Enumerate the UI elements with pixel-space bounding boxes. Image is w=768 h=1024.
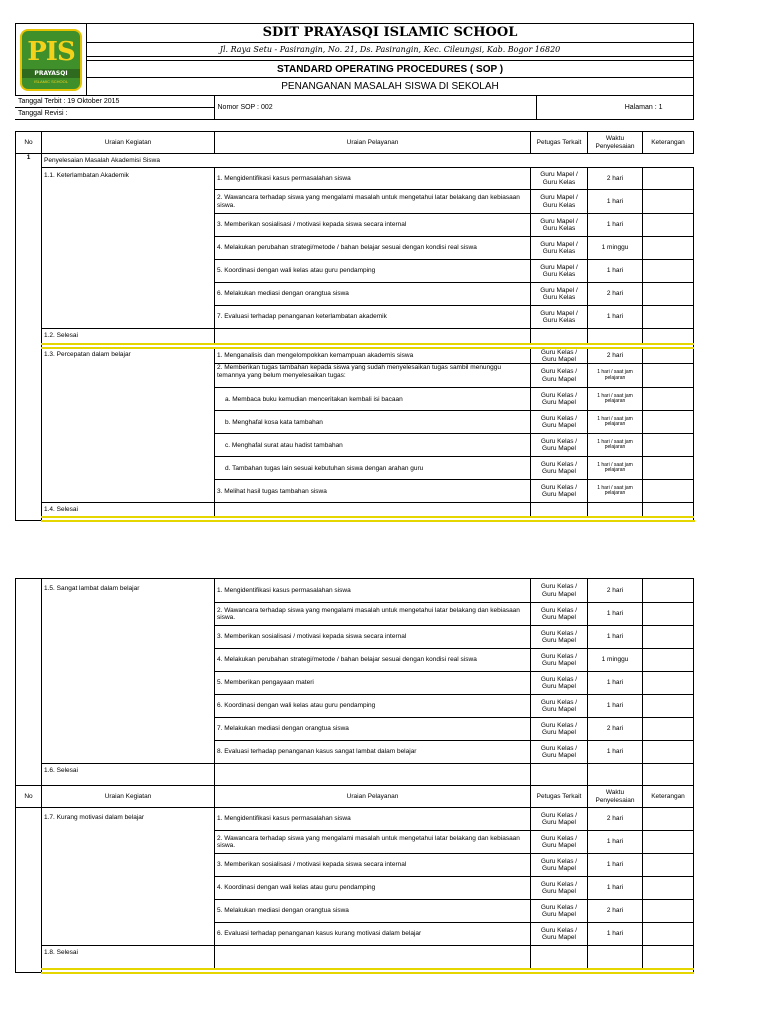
petugas-cell: Guru Kelas / Guru Mapel xyxy=(531,741,588,764)
pelayanan-cell: 2. Memberikan tugas tambahan kepada siswa yang sudah menyelesaikan tugas sambil menunggu temannya yang belum menyelesaikan tugas: xyxy=(215,364,531,388)
empty-cell xyxy=(588,946,643,969)
sop-table-2 xyxy=(15,578,694,974)
waktu-cell: 1 hari xyxy=(588,214,643,237)
school-address: Jl. Raya Setu - Pasirangin, No. 21, Ds. Pasirangin, Kec. Cileungsi, Kab. Bogor 16820 xyxy=(87,42,694,56)
petugas-cell: Guru Mapel / Guru Kelas xyxy=(531,190,588,214)
empty-cell xyxy=(643,946,694,969)
waktu-cell: 1 hari / saat jam pelajaran xyxy=(588,480,643,503)
section-divider xyxy=(16,517,694,521)
pelayanan-cell: 2. Wawancara terhadap siswa yang mengalami masalah untuk mengetahui latar belakang dan kebiasaan siswa. xyxy=(215,603,531,626)
keterangan-cell xyxy=(643,649,694,672)
pelayanan-cell: 6. Melakukan mediasi dengan orangtua siswa xyxy=(215,283,531,306)
pelayanan-cell: 2. Wawancara terhadap siswa yang mengalami masalah untuk mengetahui latar belakang dan kebiasaan siswa. xyxy=(215,190,531,214)
pelayanan-cell: 3. Memberikan sosialisasi / motivasi kepada siswa secara internal xyxy=(215,626,531,649)
section-row xyxy=(16,154,694,168)
keterangan-cell xyxy=(643,718,694,741)
nomor-sop: Nomor SOP : 002 xyxy=(214,96,536,120)
keterangan-cell xyxy=(643,626,694,649)
keterangan-cell xyxy=(643,364,694,388)
waktu-cell: 1 hari xyxy=(588,854,643,877)
table-row xyxy=(16,808,694,831)
petugas-cell: Guru Kelas / Guru Mapel xyxy=(531,579,588,603)
keterangan-cell xyxy=(643,672,694,695)
col-no: No xyxy=(16,132,42,154)
pelayanan-cell: 1. Mengidentifikasi kasus permasalahan siswa xyxy=(215,808,531,831)
petugas-cell: Guru Kelas / Guru Mapel xyxy=(531,900,588,923)
petugas-cell: Guru Kelas / Guru Mapel xyxy=(531,348,588,364)
pelayanan-cell: c. Menghafal surat atau hadist tambahan xyxy=(215,434,531,457)
keterangan-cell xyxy=(643,411,694,434)
waktu-cell: 1 minggu xyxy=(588,237,643,260)
kegiatan-label: 1.4. Selesai xyxy=(42,503,215,517)
petugas-cell: Guru Mapel / Guru Kelas xyxy=(531,168,588,190)
keterangan-cell xyxy=(643,603,694,626)
waktu-cell: 1 hari xyxy=(588,672,643,695)
petugas-cell: Guru Mapel / Guru Kelas xyxy=(531,214,588,237)
pelayanan-cell: 3. Memberikan sosialisasi / motivasi kepada siswa secara internal xyxy=(215,854,531,877)
pelayanan-cell: 4. Melakukan perubahan strategi/metode / bahan belajar sesuai dengan kondisi real siswa xyxy=(215,237,531,260)
col-pelayanan: Uraian Pelayanan xyxy=(215,786,531,808)
waktu-cell: 2 hari xyxy=(588,808,643,831)
petugas-cell: Guru Kelas / Guru Mapel xyxy=(531,411,588,434)
petugas-cell: Guru Kelas / Guru Mapel xyxy=(531,923,588,946)
empty-cell xyxy=(215,329,531,344)
keterangan-cell xyxy=(643,808,694,831)
pelayanan-cell: 5. Melakukan mediasi dengan orangtua siswa xyxy=(215,900,531,923)
keterangan-cell xyxy=(643,877,694,900)
waktu-cell: 1 hari xyxy=(588,626,643,649)
waktu-cell: 2 hari xyxy=(588,718,643,741)
petugas-cell: Guru Kelas / Guru Mapel xyxy=(531,626,588,649)
pelayanan-cell: a. Membaca buku kemudian menceritakan kembali isi bacaan xyxy=(215,388,531,411)
selesai-row xyxy=(16,946,694,969)
no-cell xyxy=(16,579,42,786)
kegiatan-label: 1.8. Selesai xyxy=(42,946,215,969)
pelayanan-cell: 2. Wawancara terhadap siswa yang mengalami masalah untuk mengetahui latar belakang dan kebiasaan siswa. xyxy=(215,831,531,854)
keterangan-cell xyxy=(643,695,694,718)
pelayanan-cell: 1. Mengidentifikasi kasus permasalahan siswa xyxy=(215,168,531,190)
waktu-cell: 1 hari xyxy=(588,306,643,329)
pelayanan-cell: 1. Mengidentifikasi kasus permasalahan siswa xyxy=(215,579,531,603)
waktu-cell: 2 hari xyxy=(588,900,643,923)
tanggal-terbit: Tanggal Terbit : 19 Oktober 2015 xyxy=(15,96,214,108)
selesai-row xyxy=(16,503,694,517)
kegiatan-label: 1.5. Sangat lambat dalam belajar xyxy=(42,579,215,764)
pelayanan-cell: 6. Evaluasi terhadap penanganan kasus kurang motivasi dalam belajar xyxy=(215,923,531,946)
col-waktu: Waktu Penyelesaian xyxy=(588,786,643,808)
waktu-cell: 2 hari xyxy=(588,283,643,306)
sop-table-1 xyxy=(15,131,694,522)
waktu-cell: 1 hari / saat jam pelajaran xyxy=(588,457,643,480)
petugas-cell: Guru Kelas / Guru Mapel xyxy=(531,695,588,718)
empty-cell xyxy=(588,329,643,344)
keterangan-cell xyxy=(643,457,694,480)
kegiatan-label: 1.7. Kurang motivasi dalam belajar xyxy=(42,808,215,946)
col-kegiatan: Uraian Kegiatan xyxy=(42,132,215,154)
waktu-cell: 1 hari xyxy=(588,260,643,283)
keterangan-cell xyxy=(643,388,694,411)
pelayanan-cell: b. Menghafal kosa kata tambahan xyxy=(215,411,531,434)
petugas-cell: Guru Kelas / Guru Mapel xyxy=(531,831,588,854)
halaman: Halaman : 1 xyxy=(536,96,693,120)
selesai-row xyxy=(16,764,694,786)
keterangan-cell xyxy=(643,434,694,457)
kegiatan-label: 1.2. Selesai xyxy=(42,329,215,344)
waktu-cell: 1 hari xyxy=(588,695,643,718)
col-keterangan: Keterangan xyxy=(643,786,694,808)
sop-subtitle: PENANGANAN MASALAH SISWA DI SEKOLAH xyxy=(87,78,694,96)
waktu-cell: 1 hari xyxy=(588,603,643,626)
empty-cell xyxy=(588,764,643,786)
waktu-cell: 1 hari / saat jam pelajaran xyxy=(588,434,643,457)
waktu-cell: 1 hari / saat jam pelajaran xyxy=(588,364,643,388)
sop-title: STANDARD OPERATING PROCEDURES ( SOP ) xyxy=(87,61,694,78)
document-meta xyxy=(15,95,694,120)
kegiatan-label: 1.6. Selesai xyxy=(42,764,215,786)
kegiatan-label: 1.1. Keterlambatan Akademik xyxy=(42,168,215,329)
table-row xyxy=(16,348,694,364)
pelayanan-cell: 7. Evaluasi terhadap penanganan keterlambatan akademik xyxy=(215,306,531,329)
empty-cell xyxy=(215,764,531,786)
keterangan-cell xyxy=(643,348,694,364)
keterangan-cell xyxy=(643,214,694,237)
empty-cell xyxy=(531,503,588,517)
waktu-cell: 2 hari xyxy=(588,579,643,603)
petugas-cell: Guru Kelas / Guru Mapel xyxy=(531,434,588,457)
pelayanan-cell: 3. Memberikan sosialisasi / motivasi kepada siswa secara internal xyxy=(215,214,531,237)
keterangan-cell xyxy=(643,283,694,306)
kegiatan-label: 1.3. Percepatan dalam belajar xyxy=(42,348,215,503)
keterangan-cell xyxy=(643,831,694,854)
keterangan-cell xyxy=(643,854,694,877)
waktu-cell: 1 hari xyxy=(588,741,643,764)
keterangan-cell xyxy=(643,306,694,329)
keterangan-cell xyxy=(643,480,694,503)
petugas-cell: Guru Kelas / Guru Mapel xyxy=(531,718,588,741)
keterangan-cell xyxy=(643,260,694,283)
petugas-cell: Guru Kelas / Guru Mapel xyxy=(531,457,588,480)
keterangan-cell xyxy=(643,741,694,764)
petugas-cell: Guru Kelas / Guru Mapel xyxy=(531,808,588,831)
waktu-cell: 1 hari xyxy=(588,877,643,900)
col-petugas: Petugas Terkait xyxy=(531,786,588,808)
petugas-cell: Guru Kelas / Guru Mapel xyxy=(531,854,588,877)
tanggal-revisi: Tanggal Revisi : xyxy=(15,108,214,120)
table-row xyxy=(16,579,694,603)
table-row xyxy=(16,168,694,190)
petugas-cell: Guru Kelas / Guru Mapel xyxy=(531,388,588,411)
waktu-cell: 2 hari xyxy=(588,168,643,190)
petugas-cell: Guru Mapel / Guru Kelas xyxy=(531,283,588,306)
empty-cell xyxy=(531,946,588,969)
waktu-cell: 2 hari xyxy=(588,348,643,364)
keterangan-cell xyxy=(643,168,694,190)
empty-cell xyxy=(643,329,694,344)
logo-letters: PIS xyxy=(27,36,75,67)
pelayanan-cell: 5. Memberikan pengayaan materi xyxy=(215,672,531,695)
section-title: Penyelesaian Masalah Akademisi Siswa xyxy=(42,154,694,168)
waktu-cell: 1 hari / saat jam pelajaran xyxy=(588,388,643,411)
pelayanan-cell: 4. Koordinasi dengan wali kelas atau guru pendamping xyxy=(215,877,531,900)
empty-cell xyxy=(215,503,531,517)
petugas-cell: Guru Kelas / Guru Mapel xyxy=(531,877,588,900)
petugas-cell: Guru Kelas / Guru Mapel xyxy=(531,672,588,695)
pelayanan-cell: 3. Melihat hasil tugas tambahan siswa xyxy=(215,480,531,503)
empty-cell xyxy=(643,503,694,517)
petugas-cell: Guru Kelas / Guru Mapel xyxy=(531,364,588,388)
petugas-cell: Guru Kelas / Guru Mapel xyxy=(531,480,588,503)
petugas-cell: Guru Mapel / Guru Kelas xyxy=(531,306,588,329)
col-pelayanan: Uraian Pelayanan xyxy=(215,132,531,154)
keterangan-cell xyxy=(643,579,694,603)
pelayanan-cell: 8. Evaluasi terhadap penanganan kasus sangat lambat dalam belajar xyxy=(215,741,531,764)
empty-cell xyxy=(215,946,531,969)
logo-subtitle: ISLAMIC SCHOOL xyxy=(33,78,68,84)
waktu-cell: 1 hari xyxy=(588,831,643,854)
waktu-cell: 1 minggu xyxy=(588,649,643,672)
selesai-row xyxy=(16,329,694,344)
logo-name: PRAYASQI xyxy=(22,69,80,78)
pelayanan-cell: 6. Koordinasi dengan wali kelas atau guru pendamping xyxy=(215,695,531,718)
petugas-cell: Guru Kelas / Guru Mapel xyxy=(531,649,588,672)
col-waktu: Waktu Penyelesaian xyxy=(588,132,643,154)
table-header-row xyxy=(16,132,694,154)
keterangan-cell xyxy=(643,900,694,923)
pelayanan-cell: 7. Melakukan mediasi dengan orangtua siswa xyxy=(215,718,531,741)
petugas-cell: Guru Mapel / Guru Kelas xyxy=(531,260,588,283)
empty-cell xyxy=(531,329,588,344)
waktu-cell: 1 hari / saat jam pelajaran xyxy=(588,411,643,434)
petugas-cell: Guru Kelas / Guru Mapel xyxy=(531,603,588,626)
col-keterangan: Keterangan xyxy=(643,132,694,154)
keterangan-cell xyxy=(643,923,694,946)
petugas-cell: Guru Mapel / Guru Kelas xyxy=(531,237,588,260)
school-name: SDIT PRAYASQI ISLAMIC SCHOOL xyxy=(87,24,694,43)
empty-cell xyxy=(588,503,643,517)
pelayanan-cell: 5. Koordinasi dengan wali kelas atau guru pendamping xyxy=(215,260,531,283)
section-divider xyxy=(16,969,694,973)
col-no: No xyxy=(16,786,42,808)
section-number: 1 xyxy=(16,154,42,521)
empty-cell xyxy=(643,764,694,786)
pelayanan-cell: 4. Melakukan perubahan strategi/metode / bahan belajar sesuai dengan kondisi real siswa xyxy=(215,649,531,672)
waktu-cell: 1 hari xyxy=(588,923,643,946)
col-kegiatan: Uraian Kegiatan xyxy=(42,786,215,808)
keterangan-cell xyxy=(643,237,694,260)
no-cell xyxy=(16,808,42,973)
pelayanan-cell: d. Tambahan tugas lain sesuai kebutuhan siswa dengan arahan guru xyxy=(215,457,531,480)
table-header-row xyxy=(16,786,694,808)
school-logo xyxy=(20,29,82,91)
waktu-cell: 1 hari xyxy=(588,190,643,214)
pelayanan-cell: 1. Menganalisis dan mengelompokkan kemampuan akademis siswa xyxy=(215,348,531,364)
empty-cell xyxy=(531,764,588,786)
logo-cell xyxy=(16,24,87,96)
col-petugas: Petugas Terkait xyxy=(531,132,588,154)
document-header xyxy=(15,23,694,96)
keterangan-cell xyxy=(643,190,694,214)
